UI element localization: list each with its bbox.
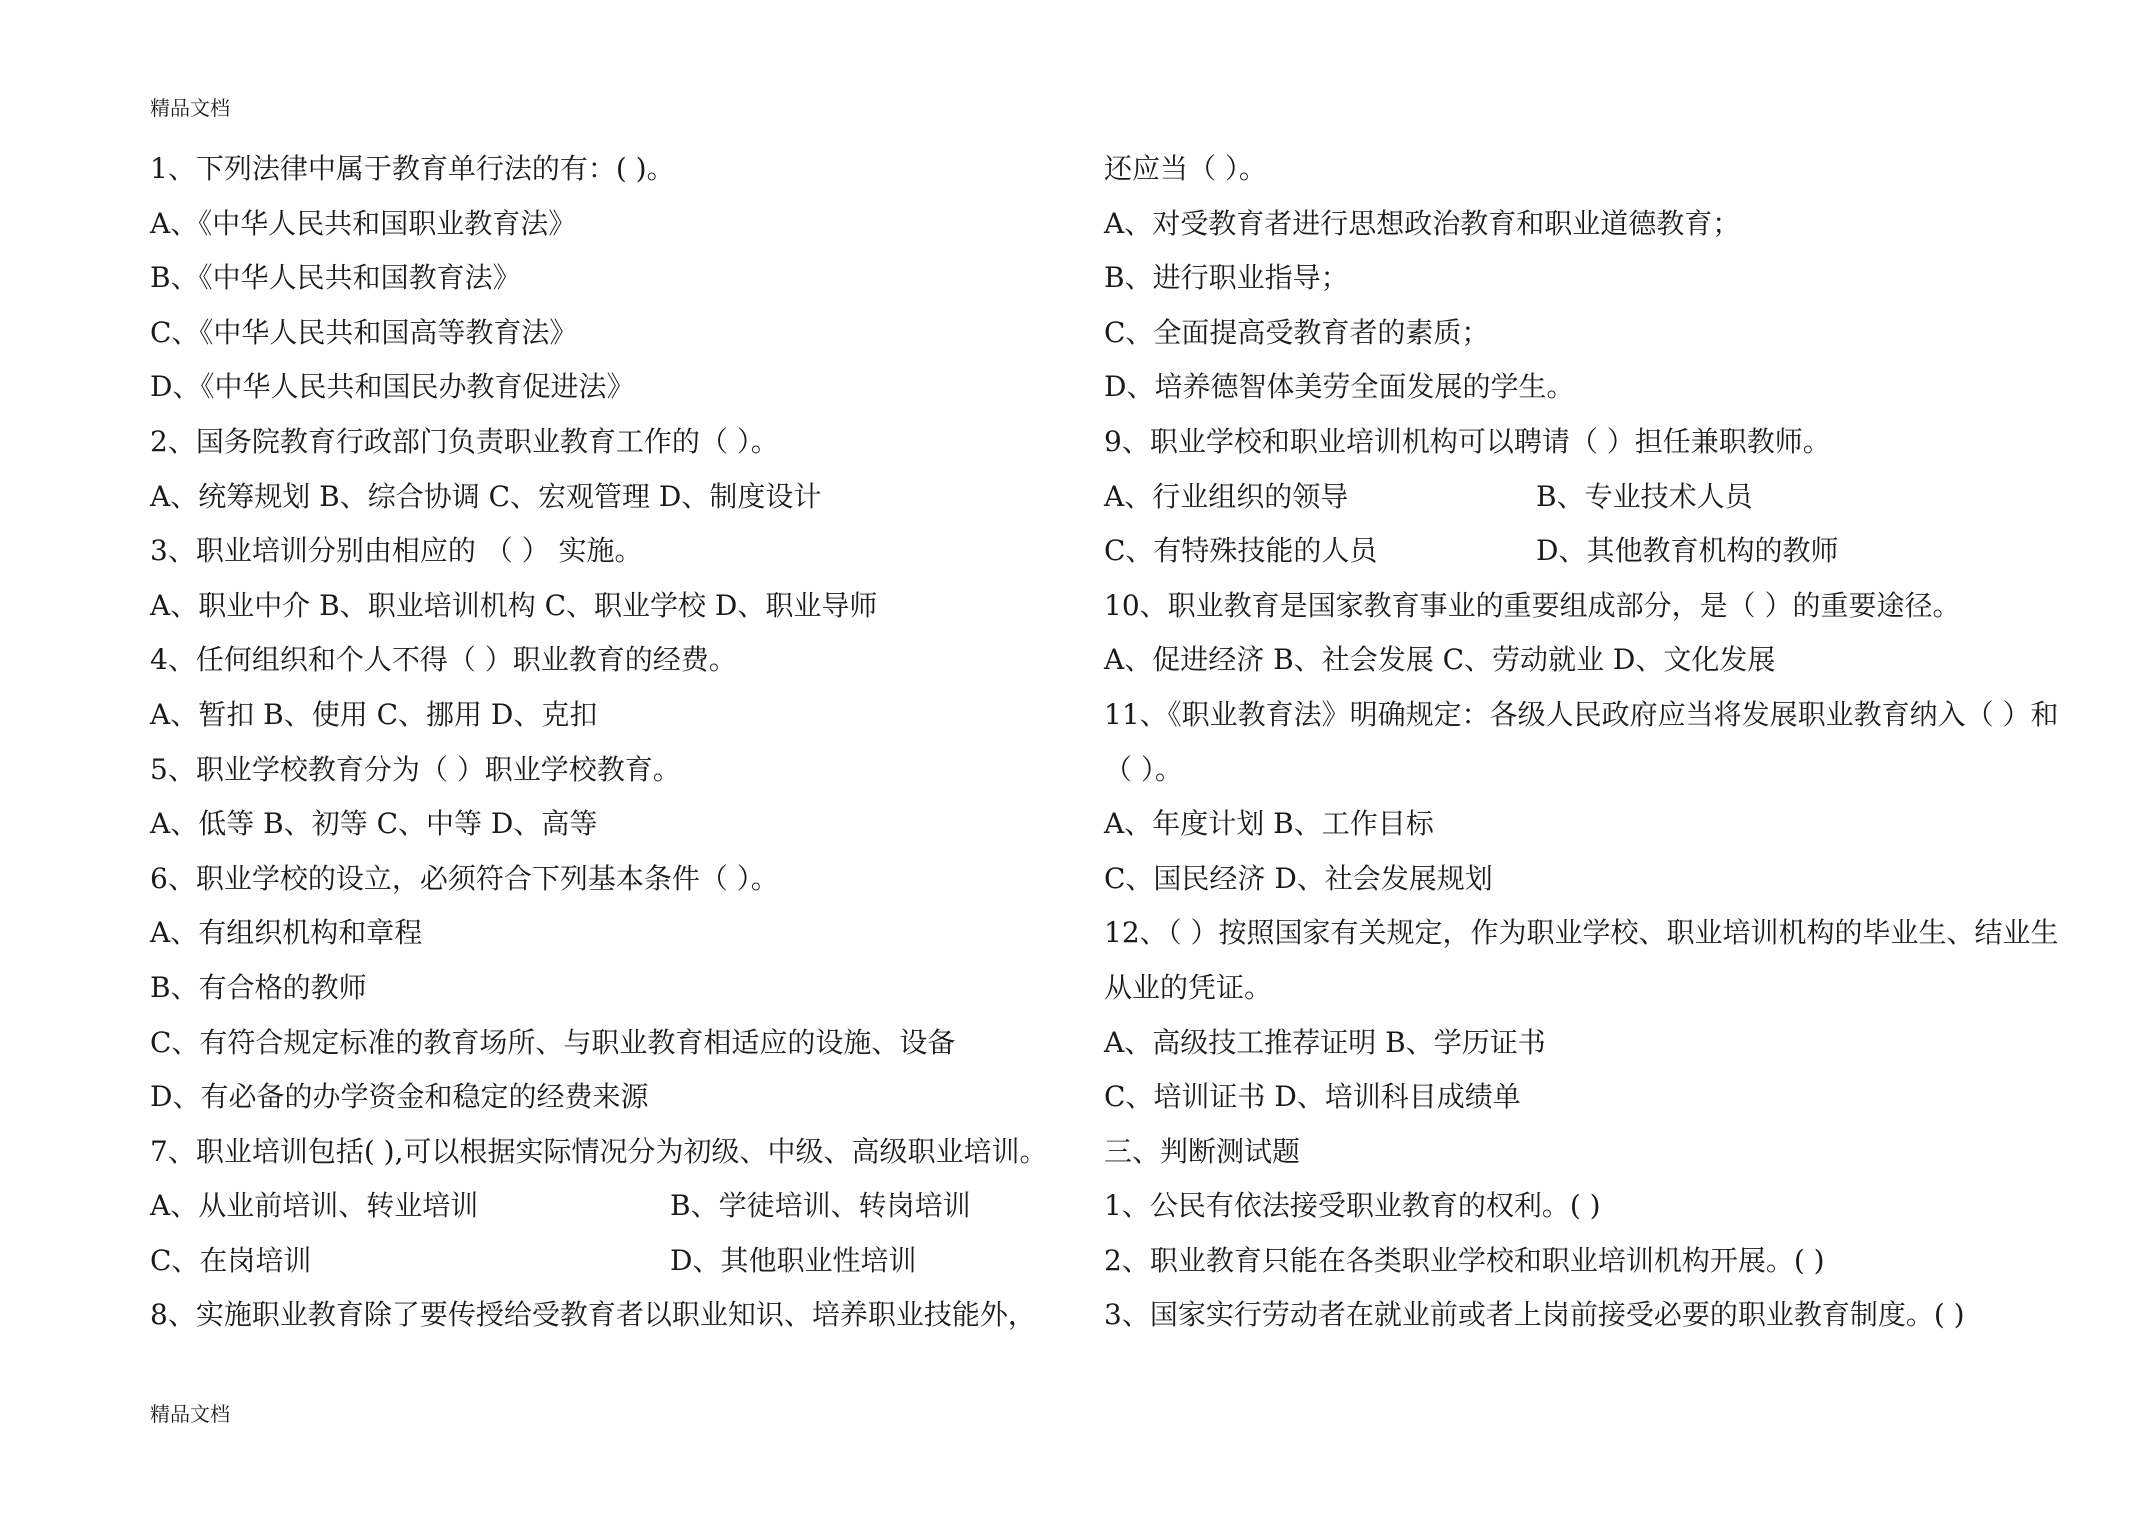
option-7b: B、学徒培训、转岗培训	[670, 1189, 971, 1223]
question-4: 4、任何组织和个人不得（ ）职业教育的经费。	[150, 643, 737, 677]
page-header: 精品文档	[150, 96, 230, 120]
options-9-row-2	[1104, 524, 2064, 579]
option-1d: D、《中华人民共和国民办教育促进法》	[150, 370, 635, 404]
option-9d: D、其他教育机构的教师	[1536, 534, 1839, 568]
options-12-row-1: A、高级技工推荐证明 B、学历证书	[1104, 1025, 1546, 1059]
question-9: 9、职业学校和职业培训机构可以聘请（ ）担任兼职教师。	[1104, 424, 1831, 458]
options-11-row-2: C、国民经济 D、社会发展规划	[1104, 861, 1493, 895]
option-7d: D、其他职业性培训	[670, 1243, 917, 1277]
options-3: A、职业中介 B、职业培训机构 C、职业学校 D、职业导师	[150, 588, 878, 622]
judgement-1: 1、公民有依法接受职业教育的权利。( )	[1104, 1189, 1601, 1223]
question-1: 1、下列法律中属于教育单行法的有：( )。	[150, 152, 675, 185]
question-3: 3、职业培训分别由相应的 （ ） 实施。	[150, 534, 643, 568]
option-7a: A、从业前培训、转业培训	[150, 1189, 479, 1223]
judgement-3: 3、国家实行劳动者在就业前或者上岗前接受必要的职业教育制度。( )	[1104, 1298, 1965, 1332]
option-6c: C、有符合规定标准的教育场所、与职业教育相适应的设施、设备	[150, 1025, 956, 1059]
question-11: 11、《职业教育法》明确规定：各级人民政府应当将发展职业教育纳入（ ）和（ ）。	[1104, 697, 2059, 786]
option-8a: A、对受教育者进行思想政治教育和职业道德教育；	[1104, 206, 1741, 240]
question-7: 7、职业培训包括( ),可以根据实际情况分为初级、中级、高级职业培训。	[150, 1134, 1048, 1168]
option-1a: A、《中华人民共和国职业教育法》	[150, 206, 577, 240]
options-7-row-2	[150, 1234, 1070, 1289]
question-5: 5、职业学校教育分为（ ）职业学校教育。	[150, 752, 681, 786]
options-7-row-1	[150, 1179, 1070, 1234]
option-6d: D、有必备的办学资金和稳定的经费来源	[150, 1080, 649, 1114]
question-12: 12、（ ）按照国家有关规定，作为职业学校、职业培训机构的毕业生、结业生从业的凭证。	[1104, 916, 2059, 1004]
option-8b: B、进行职业指导；	[1104, 261, 1349, 295]
options-5: A、低等 B、初等 C、中等 D、高等	[150, 807, 598, 841]
option-9c: C、有特殊技能的人员	[1104, 534, 1378, 568]
options-11-row-1: A、年度计划 B、工作目标	[1104, 807, 1434, 841]
option-8c: C、全面提高受教育者的素质；	[1104, 315, 1490, 349]
option-7c: C、在岗培训	[150, 1243, 312, 1277]
option-6a: A、有组织机构和章程	[150, 916, 423, 950]
options-10: A、促进经济 B、社会发展 C、劳动就业 D、文化发展	[1104, 643, 1776, 677]
option-9b: B、专业技术人员	[1536, 479, 1753, 513]
option-1c: C、《中华人民共和国高等教育法》	[150, 315, 578, 349]
option-1b: B、《中华人民共和国教育法》	[150, 261, 521, 295]
option-8d: D、培养德智体美劳全面发展的学生。	[1104, 370, 1575, 404]
option-9a: A、行业组织的领导	[1104, 479, 1349, 513]
options-4: A、暂扣 B、使用 C、挪用 D、克扣	[150, 697, 598, 731]
option-6b: B、有合格的教师	[150, 970, 367, 1004]
judgement-2: 2、职业教育只能在各类职业学校和职业培训机构开展。( )	[1104, 1243, 1825, 1277]
question-10: 10、职业教育是国家教育事业的重要组成部分，是（ ）的重要途径。	[1104, 588, 1961, 622]
question-6: 6、职业学校的设立，必须符合下列基本条件（ ）。	[150, 861, 779, 895]
options-2: A、统筹规划 B、综合协调 C、宏观管理 D、制度设计	[150, 479, 822, 513]
options-12-row-2: C、培训证书 D、培训科目成绩单	[1104, 1080, 1521, 1114]
section-title-judgement: 三、判断测试题	[1104, 1134, 1301, 1168]
options-9-row-1	[1104, 470, 2064, 525]
question-8-continued: 还应当（ ）。	[1104, 152, 1267, 185]
page-footer: 精品文档	[150, 1402, 230, 1426]
question-2: 2、国务院教育行政部门负责职业教育工作的（ ）。	[150, 424, 779, 458]
right-column	[1104, 142, 2064, 1343]
left-column	[150, 142, 1070, 1343]
question-8: 8、实施职业教育除了要传授给受教育者以职业知识、培养职业技能外，	[150, 1298, 1036, 1332]
